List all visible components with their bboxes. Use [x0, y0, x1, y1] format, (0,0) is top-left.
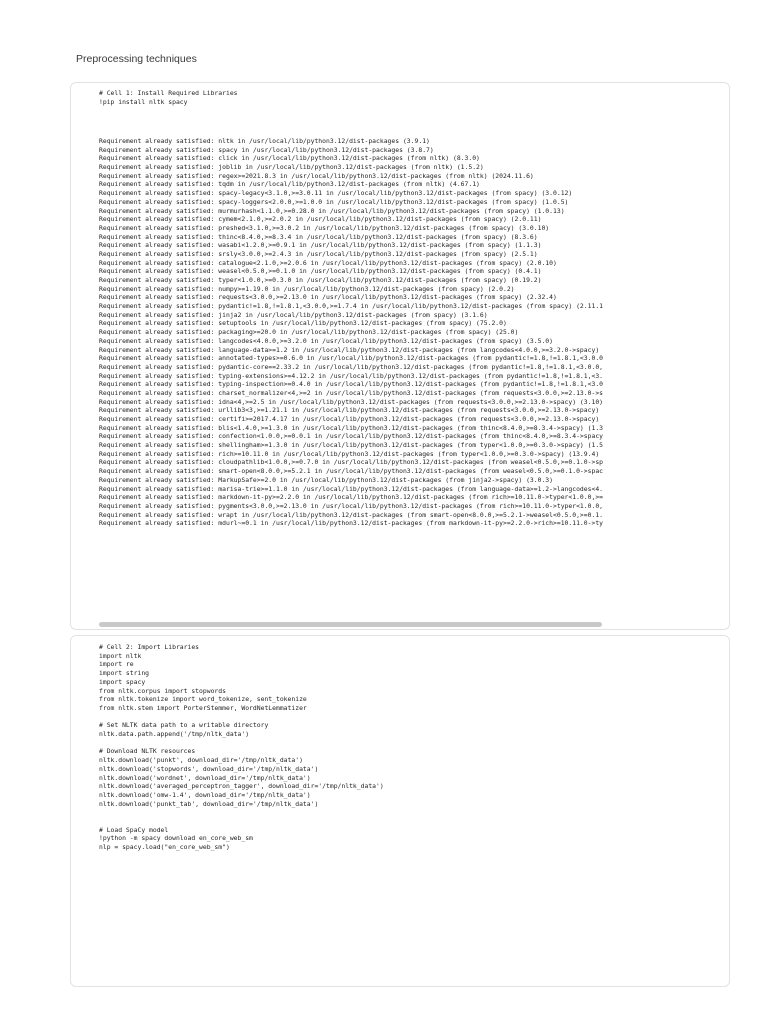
output-line: Requirement already satisfied: spacy-legacy<3.1.0,>=3.0.11 in /usr/local/lib/python3.12/dist-packages (from spacy) (3.0.12)	[99, 189, 573, 198]
output-line: Requirement already satisfied: certifi>=2017.4.17 in /usr/local/lib/python3.12/dist-packages (from requests<3.0.0,>=2.13.0->spacy)	[99, 415, 600, 423]
output-line: Requirement already satisfied: wasabi<1.2.0,>=0.9.1 in /usr/local/lib/python3.12/dist-packages (from spacy) (1.1.3)	[99, 241, 542, 250]
output-line: Requirement already satisfied: mdurl~=0.1 in /usr/local/lib/python3.12/dist-packages (from markdown-it-py>=2.2.0->rich>=10.11.0->ty	[99, 519, 604, 528]
output-line: Requirement already satisfied: marisa-trie>=1.1.0 in /usr/local/lib/python3.12/dist-packages (from language-data>=1.2->langcodes<4.	[99, 484, 604, 493]
output-line: Requirement already satisfied: tqdm in /usr/local/lib/python3.12/dist-packages (from nltk) (4.67.1)	[99, 180, 480, 189]
output-line: Requirement already satisfied: srsly<3.0.0,>=2.4.3 in /usr/local/lib/python3.12/dist-packages (from spacy) (2.5.1)	[99, 249, 538, 258]
output-line: Requirement already satisfied: pygments<3.0.0,>=2.13.0 in /usr/local/lib/python3.12/dist-packages (from rich>=10.11.0->typer<1.0.0,	[99, 501, 604, 510]
output-line: Requirement already satisfied: numpy>=1.19.0 in /usr/local/lib/python3.12/dist-packages (from spacy) (2.0.2)	[99, 284, 515, 293]
output-line: Requirement already satisfied: typing-inspection>=0.4.0 in /usr/local/lib/python3.12/dist-packages (from pydantic!=1.8,!=1.8.1,<3.0	[99, 380, 604, 389]
output-line: Requirement already satisfied: cloudpathlib<1.0.0,>=0.7.0 in /usr/local/lib/python3.12/dist-packages (from weasel<0.5.0,>=0.1.0->sp	[99, 458, 604, 467]
output-line: Requirement already satisfied: idna<4,>=2.5 in /usr/local/lib/python3.12/dist-packages (from requests<3.0.0,>=2.13.0->spacy) (3.10)	[99, 397, 604, 406]
output-line: Requirement already satisfied: preshed<3.1.0,>=3.0.2 in /usr/local/lib/python3.12/dist-packages (from spacy) (3.0.10)	[99, 223, 550, 232]
output-line: Requirement already satisfied: spacy-loggers<2.0.0,>=1.0.0 in /usr/local/lib/python3.12/dist-packages (from spacy) (1.0.5)	[99, 197, 569, 206]
cell-2-code[interactable]: # Cell 2: Import Libraries import nltk import re import string import spacy from nltk.corpus import stopwords from nltk.tokenize import word_tokenize, sent_tokenize from nltk.stem import PorterStemmer, WordNetLemmatizer # Set NLTK data path to a writable directory nltk.data.path.append('/tmp/nltk_data') # Download NLTK resources nltk.download('punkt', download_dir='/tmp/nltk_data') nltk.download('stopwords', download_dir='/tmp/nltk_data') nltk.download('wordnet', download_dir='/tmp/nltk_data') nltk.download('averaged_perceptron_tagger', download_dir='/tmp/nltk_data') nltk.download('omw-1.4', download_dir='/tmp/nltk_data') nltk.download('punkt_tab', download_dir='/tmp/nltk_data') # Load SpaCy model !python -m spacy download en_core_web_sm nlp = spacy.load("en_core_web_sm")	[99, 643, 384, 852]
output-line: Requirement already satisfied: langcodes<4.0.0,>=3.2.0 in /usr/local/lib/python3.12/dist-packages (from spacy) (3.5.0)	[99, 336, 554, 345]
output-line: Requirement already satisfied: packaging>=20.0 in /usr/local/lib/python3.12/dist-packages (from spacy) (25.0)	[99, 328, 519, 337]
output-line: Requirement already satisfied: regex>=2021.8.3 in /usr/local/lib/python3.12/dist-packages (from nltk) (2024.11.6)	[99, 171, 534, 180]
scrollbar-thumb[interactable]	[99, 622, 602, 627]
output-line: Requirement already satisfied: typer<1.0.0,>=0.3.0 in /usr/local/lib/python3.12/dist-packages (from spacy) (0.19.2)	[99, 276, 542, 284]
output-line: Requirement already satisfied: setuptools in /usr/local/lib/python3.12/dist-packages (from spacy) (75.2.0)	[99, 319, 507, 328]
output-line: Requirement already satisfied: rich>=10.11.0 in /usr/local/lib/python3.12/dist-packages (from typer<1.0.0,>=0.3.0->spacy) (13.9.4)	[99, 449, 600, 458]
output-line: Requirement already satisfied: thinc<8.4.0,>=8.3.4 in /usr/local/lib/python3.12/dist-packages (from spacy) (8.3.6)	[99, 232, 538, 241]
output-line: Requirement already satisfied: click in /usr/local/lib/python3.12/dist-packages (from nltk) (8.3.0)	[99, 154, 480, 163]
output-line: Requirement already satisfied: MarkupSafe>=2.0 in /usr/local/lib/python3.12/dist-packages (from jinja2->spacy) (3.0.3)	[99, 475, 554, 484]
output-line: Requirement already satisfied: language-data>=1.2 in /usr/local/lib/python3.12/dist-packages (from langcodes<4.0.0,>=3.2.0->spacy)	[99, 345, 600, 354]
output-line: Requirement already satisfied: blis<1.4.0,>=1.3.0 in /usr/local/lib/python3.12/dist-packages (from thinc<8.4.0,>=8.3.4->spacy) (1.3	[99, 423, 604, 432]
output-line: Requirement already satisfied: jinja2 in /usr/local/lib/python3.12/dist-packages (from spacy) (3.1.6)	[99, 310, 488, 319]
output-line: Requirement already satisfied: pydantic!=1.8,!=1.8.1,<3.0.0,>=1.7.4 in /usr/local/lib/python3.12/dist-packages (from spacy) (2.11.1	[99, 302, 604, 311]
page-title: Preprocessing techniques	[76, 53, 197, 65]
output-line: Requirement already satisfied: typing-extensions>=4.12.2 in /usr/local/lib/python3.12/dist-packages (from pydantic!=1.8,!=1.8.1,<3.	[99, 371, 604, 380]
output-horizontal-scrollbar[interactable]	[99, 622, 729, 627]
output-line: Requirement already satisfied: weasel<0.5.0,>=0.1.0 in /usr/local/lib/python3.12/dist-packages (from spacy) (0.4.1)	[99, 267, 542, 276]
output-line: Requirement already satisfied: wrapt in /usr/local/lib/python3.12/dist-packages (from smart-open<8.0.0,>=5.2.1->weasel<0.5.0,>=0.1.	[99, 510, 604, 519]
output-line: Requirement already satisfied: catalogue<2.1.0,>=2.0.6 in /usr/local/lib/python3.12/dist-packages (from spacy) (2.0.10)	[99, 258, 557, 267]
output-line: Requirement already satisfied: smart-open<8.0.0,>=5.2.1 in /usr/local/lib/python3.12/dist-packages (from weasel<0.5.0,>=0.1.0->spac	[99, 467, 604, 476]
cell-1-code[interactable]: # Cell 1: Install Required Libraries !pip install nltk spacy	[99, 89, 238, 106]
output-line: Requirement already satisfied: markdown-it-py>=2.2.0 in /usr/local/lib/python3.12/dist-packages (from rich>=10.11.0->typer<1.0.0,>=	[99, 493, 604, 502]
code-cell-1[interactable]	[70, 82, 730, 630]
output-line: Requirement already satisfied: murmurhash<1.1.0,>=0.28.0 in /usr/local/lib/python3.12/dist-packages (from spacy) (1.0.13)	[99, 206, 565, 215]
output-line: Requirement already satisfied: urllib3<3,>=1.21.1 in /usr/local/lib/python3.12/dist-packages (from requests<3.0.0,>=2.13.0->spacy)	[99, 406, 600, 415]
output-line: Requirement already satisfied: requests<3.0.0,>=2.13.0 in /usr/local/lib/python3.12/dist-packages (from spacy) (2.32.4)	[99, 293, 557, 302]
output-line: Requirement already satisfied: pydantic-core==2.33.2 in /usr/local/lib/python3.12/dist-packages (from pydantic!=1.8,!=1.8.1,<3.0.0,	[99, 362, 604, 371]
output-line: Requirement already satisfied: confection<1.0.0,>=0.0.1 in /usr/local/lib/python3.12/dist-packages (from thinc<8.4.0,>=8.3.4->spacy	[99, 432, 604, 441]
output-line: Requirement already satisfied: nltk in /usr/local/lib/python3.12/dist-packages (3.9.1)	[99, 137, 430, 145]
output-line: Requirement already satisfied: charset_normalizer<4,>=2 in /usr/local/lib/python3.12/dist-packages (from requests<3.0.0,>=2.13.0->s	[99, 388, 604, 397]
cell-1-output	[99, 137, 729, 528]
code-cell-2[interactable]	[70, 635, 730, 987]
output-line: Requirement already satisfied: annotated-types>=0.6.0 in /usr/local/lib/python3.12/dist-packages (from pydantic!=1.8,!=1.8.1,<3.0.0	[99, 354, 604, 363]
output-line: Requirement already satisfied: shellingham>=1.3.0 in /usr/local/lib/python3.12/dist-packages (from typer<1.0.0,>=0.3.0->spacy) (1.5	[99, 441, 604, 450]
output-line: Requirement already satisfied: spacy in /usr/local/lib/python3.12/dist-packages (3.8.7)	[99, 145, 434, 154]
output-line: Requirement already satisfied: joblib in /usr/local/lib/python3.12/dist-packages (from nltk) (1.5.2)	[99, 163, 484, 172]
output-line: Requirement already satisfied: cymem<2.1.0,>=2.0.2 in /usr/local/lib/python3.12/dist-packages (from spacy) (2.0.11)	[99, 215, 542, 224]
